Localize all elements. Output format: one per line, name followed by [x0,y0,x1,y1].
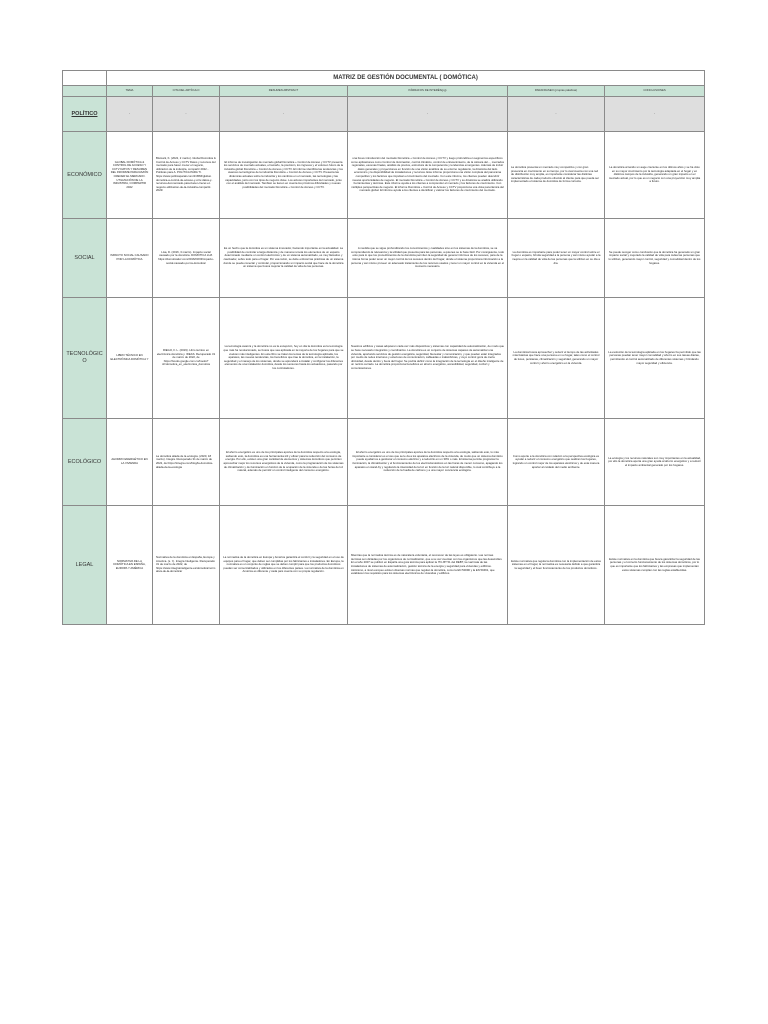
parrafos-cell: - [348,97,508,132]
table-row [63,419,705,506]
parafraseo-cell: Existe normativa que regula la domótica con la implementación de estos sistemas en el hogar, la normativa es necesaria debido a que garantiza la seguridad y el buen funcionamiento de los productos domóticos. [508,506,605,625]
parrafos-cell: A medida que se sigue profundizando los conocimientos y cualidades sino en los sistemas de la domótica, se va comprendiendo la relevancia y la utilidad que presenta para las personas, a quienes se le hace fácil. Por consiguiente, todo esto para lo que los procedimientos de la domótica permiten la seguridad de generar informes de los sucesos, para de la misma forma poder tener un mejor control de los sucesos dentro del hogar, donde el sistema proporciona información a la persona y así mismo proveer un adecuado tratamiento de los recursos usados y tener un mayor control en la vivienda en el momento necesario. [348,219,508,298]
table-row [63,506,705,625]
cita-cell: Normativa de la domótica en España, Europa y América. (s. f.). Integra Inteligente. Recuperado 31 de marzo de 2022, de https://www.integrainteligente.es/domotica/normativa-de-la-domotica/ [153,506,220,625]
tema-cell: - [107,97,153,132]
resumen-cell: El ahorro energético es uno de los principales aportes de la domótica respecto a la ecología, sabiendo esto, la domótica es una herramienta útil y eficaz para la reducción del consumo de energía. Por ello, existen una gran cantidad de elementos y sistemas domóticos que permiten aprovechar mejor los recursos energéticos de la vivienda, como la programación de los sistemas de climatización y de iluminación en función de la ocupación de la vivienda o de las horas de luz natural, además de permitir un control inteligente del consumo energético. [220,419,348,506]
cita-cell: La domótica aliada de la ecología. (2020, 18 marzo). Integra. Recuperado 31 de marzo de 2022, de https://integra.com/blog/la-domotica-aliada-de-la-ecologia [153,419,220,506]
header-row [63,86,705,97]
documentary-management-matrix [62,70,705,625]
header-conclusiones: CONCLUSIONES [605,86,705,97]
parafraseo-cell: La domótica es importante para poder tener un mayor control sobre el hogar o espacio, brinda seguridad a la persona y así mismo ayudar a la mejora en la calidad de vida de las personas que la utilizan en su día a día. [508,219,605,298]
resumen-cell: La tecnología avanza y la domótica no es la excepción, hoy en día la domótica es la tecnología que más ha revolucionado, se busca que sea aplicada en la mayoría de los hogares para que se vuelvan más inteligentes. En este libro se tratan los temas de la tecnología aplicada, los aparatos, las nuevas tendencias, los beneficios que trae la domótica, en la instalación, la seguridad y el manejo de los sistemas, donde se aprenderá a instalar y configurar los diferentes elementos de una instalación domótica, desde los sensores hasta los actuadores, pasando por los controladores. [220,298,348,419]
category-label: SOCIAL [63,219,107,298]
tema-cell: LIBRO TÉCNICO EN ELECTRÓNICA DOMÓTICA Y [107,298,153,419]
conclusiones-cell: La domótica al tenido un auge creciente en los últimos años y se ha visto en su mayor crecimiento por la tecnología adaptada en el hogar y en distintos campos de la industria, generando un gran impacto en el mercado actual, por lo que es un negocio con una proyección muy amplia a futuro. [605,132,705,219]
header-resumen: RESUMEN ABSTRACT [220,86,348,97]
conclusiones-cell: Existe normativa en la domótica que busca garantizar la seguridad de las personas y el correcto funcionamiento de los sistemas domóticos, por lo que es importante que los fabricantes y las empresas que implementan estos sistemas cumplan con las reglas establecidas. [605,506,705,625]
conclusiones-cell: La evolución de la tecnología aplicada en los hogares ha permitido que las personas puedan tener mayor comodidad y ahorro en sus tareas diarias, permitiendo el control automatizado de diferentes sistemas y brindando mayor seguridad y eficiencia. [605,298,705,419]
cita-cell: RIEGO, F. L. (2019). Libro técnico en electrónica domótica y. IDEAS. Recuperado 31 de marzo de 2022, de https://books.google.com.co/books?id=domotica_en_electronica_domotica [153,298,220,419]
conclusiones-cell: - [605,97,705,132]
parafraseo-cell: Como aporte a la domótica con relación a la perspectiva ecológica es ayudar a reducir el consumo energético que realizan los hogares, logrando un control mejor de los aparatos eléctricos y de esta manera aportar al cuidado del medio ambiente. [508,419,605,506]
parafraseo-cell: La domótica busca aprovechar y reducir el tiempo de las actividades más básicas que hace una persona en su hogar, tales como el control de luces, persianas, climatización y seguridad, generando un mayor confort y ahorro energético en la vivienda. [508,298,605,419]
table-row [63,298,705,419]
resumen-cell: Es un hecho que la domótica es un sistema innovador, haciendo importante en la actualidad. La posibilidad de controlar a larga distancia y de manera remota los elementos de un espacio determinado mediante un control electrónico y de un sistema automatizado, es muy llamativo y cautivador, sobre todo para el hogar. Por esa razón, se debe enfocar las prácticas de un sistema donde se pueda conectar y controlar, proporcionando un impacto social que hace de la domótica un sistema que busca mejorar la calidad de vida de las personas. [220,219,348,298]
tema-cell: NORMATIVA DE LA DOMÓTICA EN ESPAÑA, EUROPA Y AMÉRICA [107,506,153,625]
parafraseo-cell: - [508,97,605,132]
resumen-cell: - [220,97,348,132]
category-label: ECONÓMICO [63,132,107,219]
table-row [63,219,705,298]
header-cita: CITA DEL ARTÍCULO [153,86,220,97]
tema-cell: AHORRO ENERGÉTICO EN LA VIVIENDA [107,419,153,506]
table-row [63,132,705,219]
resumen-cell: La normativa de la domótica en Europa y América garantiza el confort y la seguridad en el uso de equipos para el hogar, que deben ser cumplidas por los fabricantes e instaladores. En Europa, la normativa es un conjunto de reglas que se deben cumplir para que los productos domóticos puedan ser comercializados y utilizados en los diferentes países. La normativa de la domótica en América es diferente y cada país cuenta con su propia regulación. [220,506,348,625]
category-label: POLÍTICO [63,97,107,132]
parrafos-cell: Nuestros edificios y casas adquieren cada vez más dispositivos y sistemas con capacidad de automatización, de modo que se hace necesario integrarlos y coordinarlos. La domótica es un conjunto de sistemas capaces de automatizar una vivienda, aportando servicios de gestión energética, seguridad, bienestar y comunicación, y que pueden estar integrados por medio de redes interiores y exteriores de comunicación, cableadas o inalámbricas, y cuyo control goza de cierta ubicuidad, desde dentro y fuera del hogar. Se podría definir como la integración de la tecnología en el diseño inteligente de un recinto cerrado. La domótica proporciona beneficios en ahorro energético, accesibilidad, seguridad, confort y comunicaciones. [348,298,508,419]
resumen-cell: El informe de investigación de mercado global Domótica + Control de Acceso y CCTV presenta los servicios de mercado actuales, el tamaño, la precisión, los ingresos y el volumen futuro de la industria global Domótica + Control de Acceso y CCTV. El informe identifica las tendencias y los avances tecnológicos de la industria Domótica + Control de Acceso y CCTV. Presenta las dinámicas actuales sobre la industria y los cambios en el mercado, las tecnologías y las capacidades, junto con los tipos de negocio clave. Los actores importantes del mercado, junto con el análisis del mercado. También se tienen en cuenta los próximos dificultades y nuevas posibilidades del mercado Domótica + Control de Acceso y CCTV. [220,132,348,219]
header-parafraseo: PARAFRASEO (propias palabras) [508,86,605,97]
parafraseo-cell: La domótica presenta un mercado muy competitivo y con gran presencia en crecimiento en su tiempo, por lo cual cuenta con una red de distribución muy amplia, es importante considerar las distintas características de cada producto ofrecido al cliente para que pueda ser implementado el sistema de domótica de forma correcta. [508,132,605,219]
category-label: ECOLÓGICO [63,419,107,506]
cita-cell: - [153,97,220,132]
title-empty-cell [63,71,107,86]
category-label: LEGAL [63,506,107,625]
header-empty-cell [63,86,107,97]
cita-cell: Lisa, D. (2016, 3 marzo). Impacto social causado por la domótica. DOMÓTICA LUZ. https://domoticaluz.com/2016/03/03/impacto-social-causado-por-la-domotica/ [153,219,220,298]
parrafos-cell: una breve introducción del mercado Domótica + Control de Acceso y CCTV y luego profundiza en segmentos específicos como aplicaciones como Control de iluminación, control climático, control de entretenimiento, de la cámara del..., mercados regionales, escenas finales, análisis de precios, estructura de la competencia y tendencias emergentes. Además de incluir datos generales y proyecciones en función de una visión analítica de su entorno regulatorio, la dinámica del lado económico y la disponibilidad de instalaciones y recursos. Este informe proporciona una visión completa del panorama competitivo y los factores que impulsan el crecimiento del mercado. Con este informe, los clientes pueden descubrir nuevas oportunidades de negocio. El mercado Domótica + Control de Acceso y CCTV y su dinámica se analiza utilizando herramientas y técnicas. Este informe ayuda a los clientes a comprender el mercado y los factores de crecimiento. Con múltiples perspectivas de negocio. El informe Domótica + Control de Acceso y CCTV proporciona una vista panorámica del mercado global. El informe ayuda a los clientes a identificar y valorar los factores de crecimiento del mercado. [348,132,508,219]
matrix-title: MATRIZ DE GESTIÓN DOCUMENTAL ( DOMÓTICA) [107,71,705,86]
tema-cell: GLOBAL DOMÓTICA & CONTROL DE ACCESO Y CCTV DATOS Y RESUMEN DEL INFORME PARA RAZÓN CRECER EL MERCADO. UTILIZACIÓN DE LA INDUSTRIA, COMPARTIR 2022 [107,132,153,219]
category-label: TECNOLÓGICO [63,298,107,419]
parrafos-cell: Mientras que la normativa técnica es de naturaleza voluntaria, el reconocer de las leyes es obligatorio. Las normas técnicas son dictadas por los organismos de normalización, que a su vez cuentan con los organismos que las desarrollan. En el año 2007 se publicó en España una guía técnica para aplicar la ITC-BT 51 del REBT, la cual trata de las instalaciones de sistemas de automatización, gestión técnica de la energía y seguridad para viviendas y edificios. Asimismo, a nivel europeo existen diversas normas que regulan la domótica, como la EN 50090 y la EN 50491, que establecen los requisitos para los sistemas electrónicos de viviendas y edificios. [348,506,508,625]
cita-cell: Bismark, K. (2022, 2 marzo). Global Domótica & Control de Acceso y CCTV Datos y recursos del mercado para hacer crecer el negocio, utilización de la industria, compartir 2022 - Políticas para A. POLÍTICA PARA TI. https://www.politicaparati.com/2/4566/global-domotica-a-control-de-acceso-y-cctv-datos-y-recursos-del-mercado-para-hacer-crecer-el-negocio-utilizacion-de-la-industria-compartir-2022/ [153,132,220,219]
conclusiones-cell: La ecología y los recursos naturales son muy importantes en la actualidad, por ello la domótica aporta una gran ayuda al ahorro energético y a reducir el impacto ambiental generado por los hogares. [605,419,705,506]
table-row [63,97,705,132]
header-tema: TEMA [107,86,153,97]
tema-cell: IMPACTO SOCIAL CAUSADO POR LA DOMÓTICA [107,219,153,298]
conclusiones-cell: Se puede recoger como conclusión que la domótica ha generado un gran impacto social y mejorado la calidad de vida para todas las personas que lo utilizan, generando mayor control, seguridad y comodidad dentro de los hogares. [605,219,705,298]
header-parrafos: PÁRRAFOS DE INTERÉS(pg) [348,86,508,97]
parrafos-cell: El ahorro energético es uno de los principales aportes de la domótica respecto a la ecología, sabiendo esto, lo más importante a considerar es el uso que se le da a los aparatos eléctricos de la vivienda, de modo que un sistema domótico puede ayudarnos a gestionar el consumo eléctrico y a reducirlo en un 30% o más. El sistema permite programar la iluminación, la climatización y el funcionamiento de los electrodomésticos en las horas de menor consumo, apagando los aparatos en stand-by y regulando la intensidad de la luz en función de la luz natural disponible, lo cual contribuye a la reducción de la huella de carbono y a una mayor conciencia ecológica. [348,419,508,506]
